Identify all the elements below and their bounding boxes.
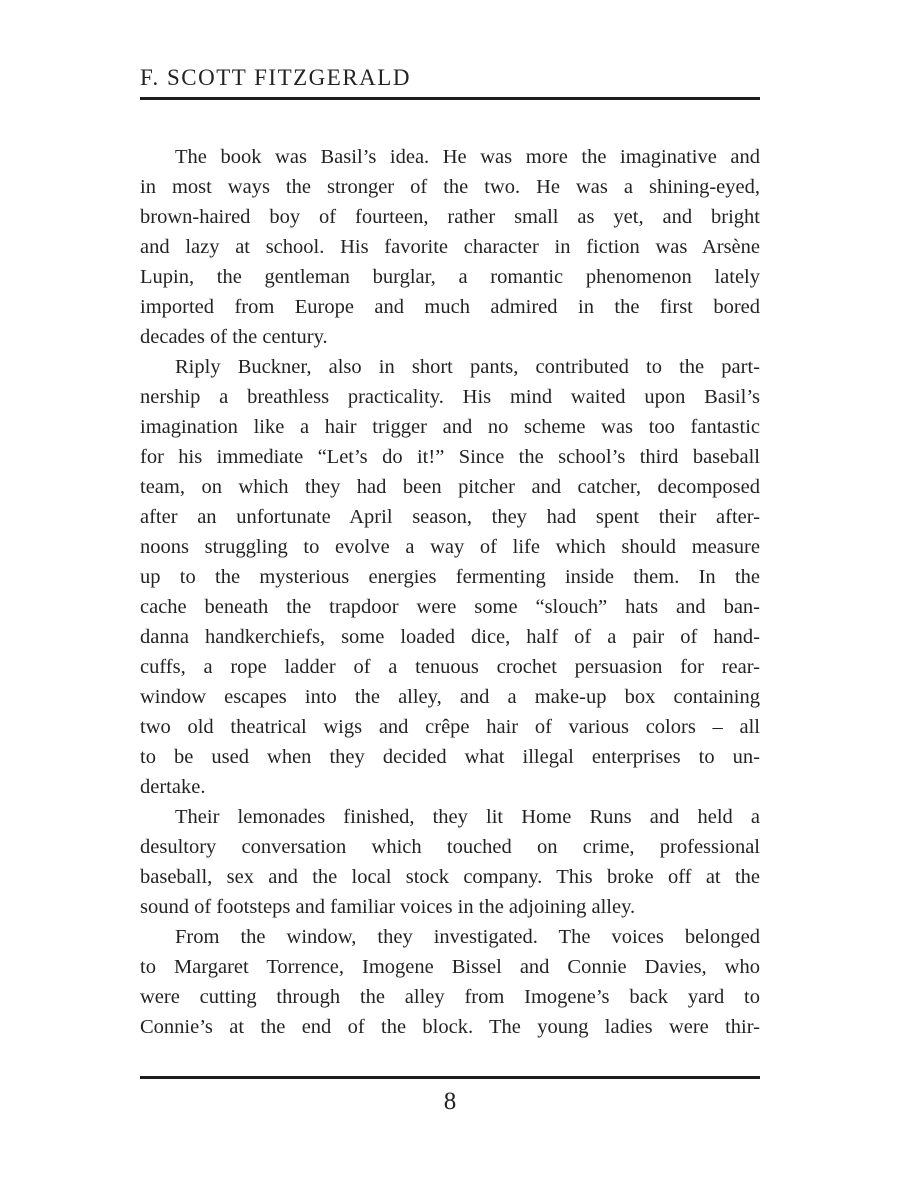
text-line: and lazy at school. His favorite character in fiction was Arsène	[140, 236, 760, 258]
paragraph	[140, 352, 760, 802]
text-line: From the window, they investigated. The voices belonged	[175, 926, 760, 948]
text-line: brown-haired boy of fourteen, rather small as yet, and bright	[140, 206, 760, 228]
text-line: Riply Buckner, also in short pants, contributed to the part-	[175, 356, 760, 378]
text-line: danna handkerchiefs, some loaded dice, half of a pair of hand-	[140, 626, 760, 648]
text-line: in most ways the stronger of the two. He was a shining-eyed,	[140, 176, 760, 198]
page-number: 8	[443, 1088, 457, 1115]
text-line: imagination like a hair trigger and no scheme was too fantastic	[140, 416, 760, 438]
running-header-author: F. SCOTT FITZGERALD	[140, 65, 411, 90]
text-line: Lupin, the gentleman burglar, a romantic phenomenon lately	[140, 266, 760, 288]
text-line: sound of footsteps and familiar voices in the adjoining alley.	[140, 896, 636, 918]
paragraph	[140, 922, 760, 1042]
text-line: desultory conversation which touched on crime, professional	[140, 836, 760, 858]
text-line: two old theatrical wigs and crêpe hair of various colors – all	[140, 716, 760, 738]
text-line: cuffs, a rope ladder of a tenuous crochet persuasion for rear-	[140, 656, 760, 678]
text-line: imported from Europe and much admired in the first bored	[140, 296, 760, 318]
text-line: The book was Basil’s idea. He was more the imaginative and	[175, 146, 760, 168]
text-line: window escapes into the alley, and a make-up box containing	[140, 686, 760, 708]
footer-rule	[140, 1076, 760, 1079]
page-body	[140, 142, 760, 1042]
text-line: to be used when they decided what illegal enterprises to un-	[140, 746, 760, 768]
text-line: for his immediate “Let’s do it!” Since the school’s third baseball	[140, 446, 760, 468]
text-line: decades of the century.	[140, 326, 328, 348]
text-line: team, on which they had been pitcher and catcher, decomposed	[140, 476, 760, 498]
text-line: up to the mysterious energies fermenting inside them. In the	[140, 566, 760, 588]
running-header	[140, 0, 760, 100]
text-line: nership a breathless practicality. His mind waited upon Basil’s	[140, 386, 760, 408]
paragraph	[140, 802, 760, 922]
page-footer	[140, 1076, 760, 1117]
text-line: baseball, sex and the local stock company. This broke off at the	[140, 866, 760, 888]
text-line: were cutting through the alley from Imogene’s back yard to	[140, 986, 760, 1008]
text-line: Their lemonades finished, they lit Home Runs and held a	[175, 806, 760, 828]
text-line: after an unfortunate April season, they had spent their after-	[140, 506, 760, 528]
text-line: Connie’s at the end of the block. The young ladies were thir-	[140, 1016, 760, 1038]
text-line: to Margaret Torrence, Imogene Bissel and Connie Davies, who	[140, 956, 760, 978]
text-line: cache beneath the trapdoor were some “slouch” hats and ban-	[140, 596, 760, 618]
paragraph	[140, 142, 760, 352]
header-rule	[140, 97, 760, 100]
text-line: noons struggling to evolve a way of life which should measure	[140, 536, 760, 558]
text-line: dertake.	[140, 776, 206, 798]
